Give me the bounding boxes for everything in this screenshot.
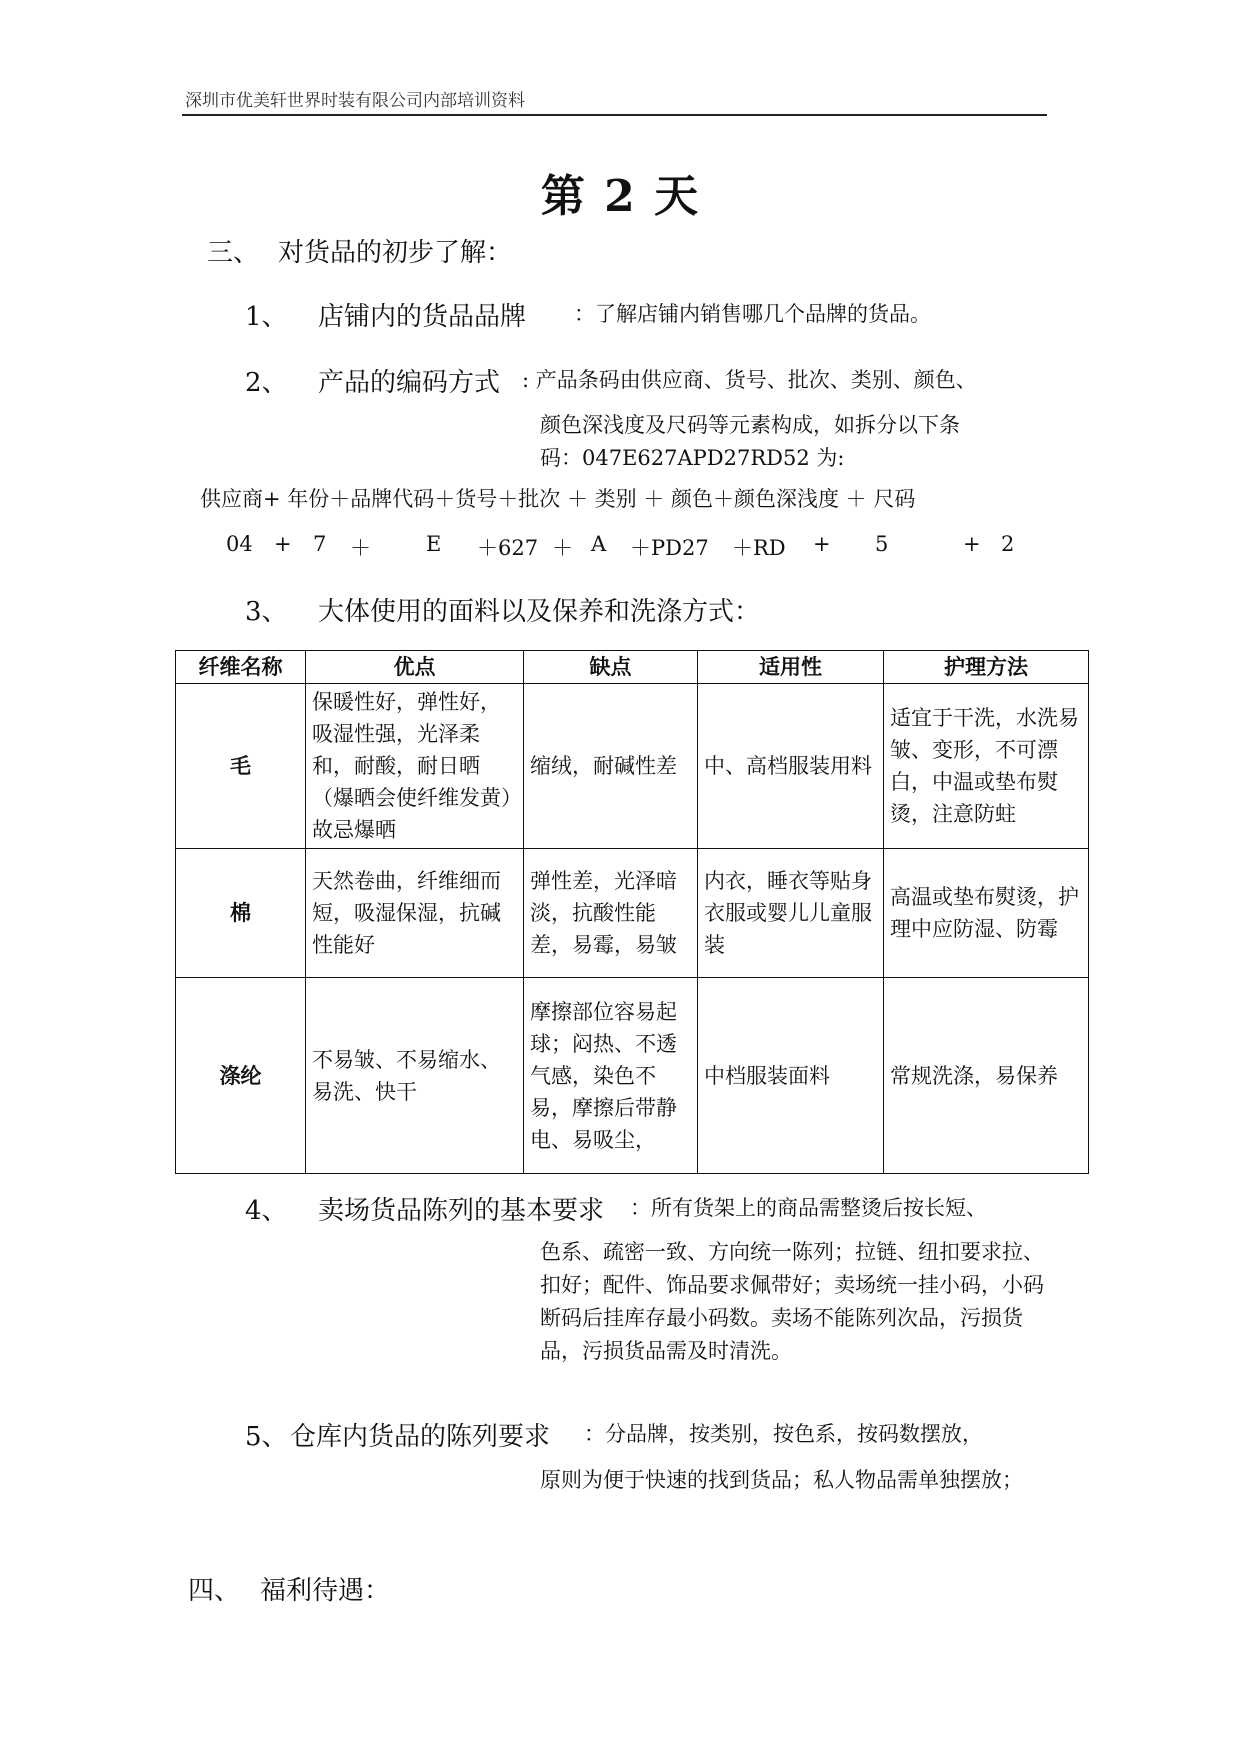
item-2-heading: 产品的编码方式 bbox=[318, 368, 501, 398]
disadvantages-cell: 弹性差，光泽暗淡，抗酸性能差，易霉，易皱 bbox=[524, 849, 698, 978]
item-2-number: 2、 bbox=[245, 368, 288, 398]
item-2-line-2: 颜色深浅度及尺码等元素构成，如拆分以下条 bbox=[540, 413, 960, 437]
barcode-value-shade: 5 bbox=[875, 532, 889, 556]
column-header-applicability: 适用性 bbox=[698, 651, 884, 684]
barcode-value-category: ＋PD27 bbox=[630, 536, 709, 560]
fibre-name-cell: 棉 bbox=[176, 849, 306, 978]
item-5-number: 5、 bbox=[245, 1422, 288, 1452]
fibre-name-cell: 毛 bbox=[176, 684, 306, 849]
barcode-value-item: ＋627 bbox=[477, 536, 539, 560]
column-header-care-method: 护理方法 bbox=[884, 651, 1089, 684]
column-header-disadvantages: 缺点 bbox=[524, 651, 698, 684]
applicability-cell: 内衣，睡衣等贴身衣服或婴儿儿童服装 bbox=[698, 849, 884, 978]
item-5-line-1: ：分品牌，按类别，按色系，按码数摆放， bbox=[584, 1422, 983, 1446]
advantages-cell: 保暖性好，弹性好，吸湿性强，光泽柔和，耐酸，耐日晒（爆晒会使纤维发黄）故忌爆晒 bbox=[306, 684, 524, 849]
item-5-heading: 仓库内货品的陈列要求 bbox=[290, 1422, 551, 1452]
barcode-value-size: 2 bbox=[1001, 532, 1015, 556]
item-4-paragraph: 色系、疏密一致、方向统一陈列；拉链、纽扣要求拉、扣好；配件、饰品要求佩带好；卖场统一挂小码，小码断码后挂库存最小码数。卖场不能陈列次品，污损货品，污损货品需及时清洗。 bbox=[540, 1240, 1044, 1363]
item-4-heading: 卖场货品陈列的基本要求 bbox=[318, 1196, 605, 1226]
item-1-text: ：了解店铺内销售哪几个品牌的货品。 bbox=[574, 302, 931, 326]
item-4-number: 4、 bbox=[245, 1196, 288, 1226]
barcode-plus: + bbox=[963, 532, 981, 556]
barcode-plus: ＋ bbox=[350, 536, 371, 560]
item-1-heading: 店铺内的货品品牌 bbox=[318, 302, 527, 332]
table-row bbox=[176, 849, 1089, 978]
table-row bbox=[176, 978, 1089, 1174]
barcode-value-color: ＋RD bbox=[732, 536, 786, 560]
fibre-name-cell: 涤纶 bbox=[176, 978, 306, 1174]
care-method-cell: 高温或垫布熨烫，护理中应防湿、防霉 bbox=[884, 849, 1089, 978]
section-3-number: 三、 bbox=[207, 238, 260, 268]
section-3-heading: 对货品的初步了解： bbox=[278, 238, 513, 268]
barcode-labels: 供应商+ 年份＋品牌代码＋货号＋批次 ＋ 类别 ＋ 颜色＋颜色深浅度 ＋ 尺码 bbox=[200, 487, 916, 511]
disadvantages-cell: 缩绒，耐碱性差 bbox=[524, 684, 698, 849]
table-header-row bbox=[176, 651, 1089, 684]
barcode-plus: ＋ bbox=[552, 536, 573, 560]
care-method-cell: 适宜于干洗，水洗易皱、变形，不可漂白，中温或垫布熨烫，注意防蛀 bbox=[884, 684, 1089, 849]
barcode-value-batch: A bbox=[591, 532, 607, 556]
item-1-number: 1、 bbox=[245, 302, 288, 332]
barcode-value-supplier: 04 bbox=[226, 532, 253, 556]
barcode-plus: + bbox=[813, 532, 831, 556]
advantages-cell: 天然卷曲，纤维细而短，吸湿保湿，抗碱性能好 bbox=[306, 849, 524, 978]
applicability-cell: 中、高档服装用料 bbox=[698, 684, 884, 849]
item-2-line-1: : 产品条码由供应商、货号、批次、类别、颜色、 bbox=[522, 368, 977, 392]
applicability-cell: 中档服装面料 bbox=[698, 978, 884, 1174]
barcode-plus: + bbox=[274, 532, 292, 556]
header-divider bbox=[182, 114, 1047, 116]
document-header: 深圳市优美轩世界时装有限公司内部培训资料 bbox=[185, 91, 525, 111]
item-2-line-3: 码：047E627APD27RD52 为: bbox=[540, 446, 845, 470]
care-method-cell: 常规洗涤，易保养 bbox=[884, 978, 1089, 1174]
item-4-line-1: ：所有货架上的商品需整烫后按长短、 bbox=[630, 1196, 987, 1220]
section-4-number: 四、 bbox=[188, 1576, 241, 1606]
barcode-value-brand: E bbox=[426, 532, 442, 556]
barcode-value-year: 7 bbox=[313, 532, 327, 556]
column-header-fibre-name: 纤维名称 bbox=[176, 651, 306, 684]
page-title: 第 2 天 bbox=[540, 171, 701, 222]
advantages-cell: 不易皱、不易缩水、易洗、快干 bbox=[306, 978, 524, 1174]
item-3-number: 3、 bbox=[245, 597, 288, 627]
table-row bbox=[176, 684, 1089, 849]
item-3-heading: 大体使用的面料以及保养和洗涤方式： bbox=[318, 597, 761, 627]
fibre-table bbox=[175, 650, 1089, 1174]
disadvantages-cell: 摩擦部位容易起球；闷热、不透气感，染色不易，摩擦后带静电、易吸尘， bbox=[524, 978, 698, 1174]
section-4-heading: 福利待遇： bbox=[260, 1576, 391, 1606]
item-5-paragraph: 原则为便于快速的找到货品；私人物品需单独摆放； bbox=[540, 1468, 1023, 1492]
column-header-advantages: 优点 bbox=[306, 651, 524, 684]
